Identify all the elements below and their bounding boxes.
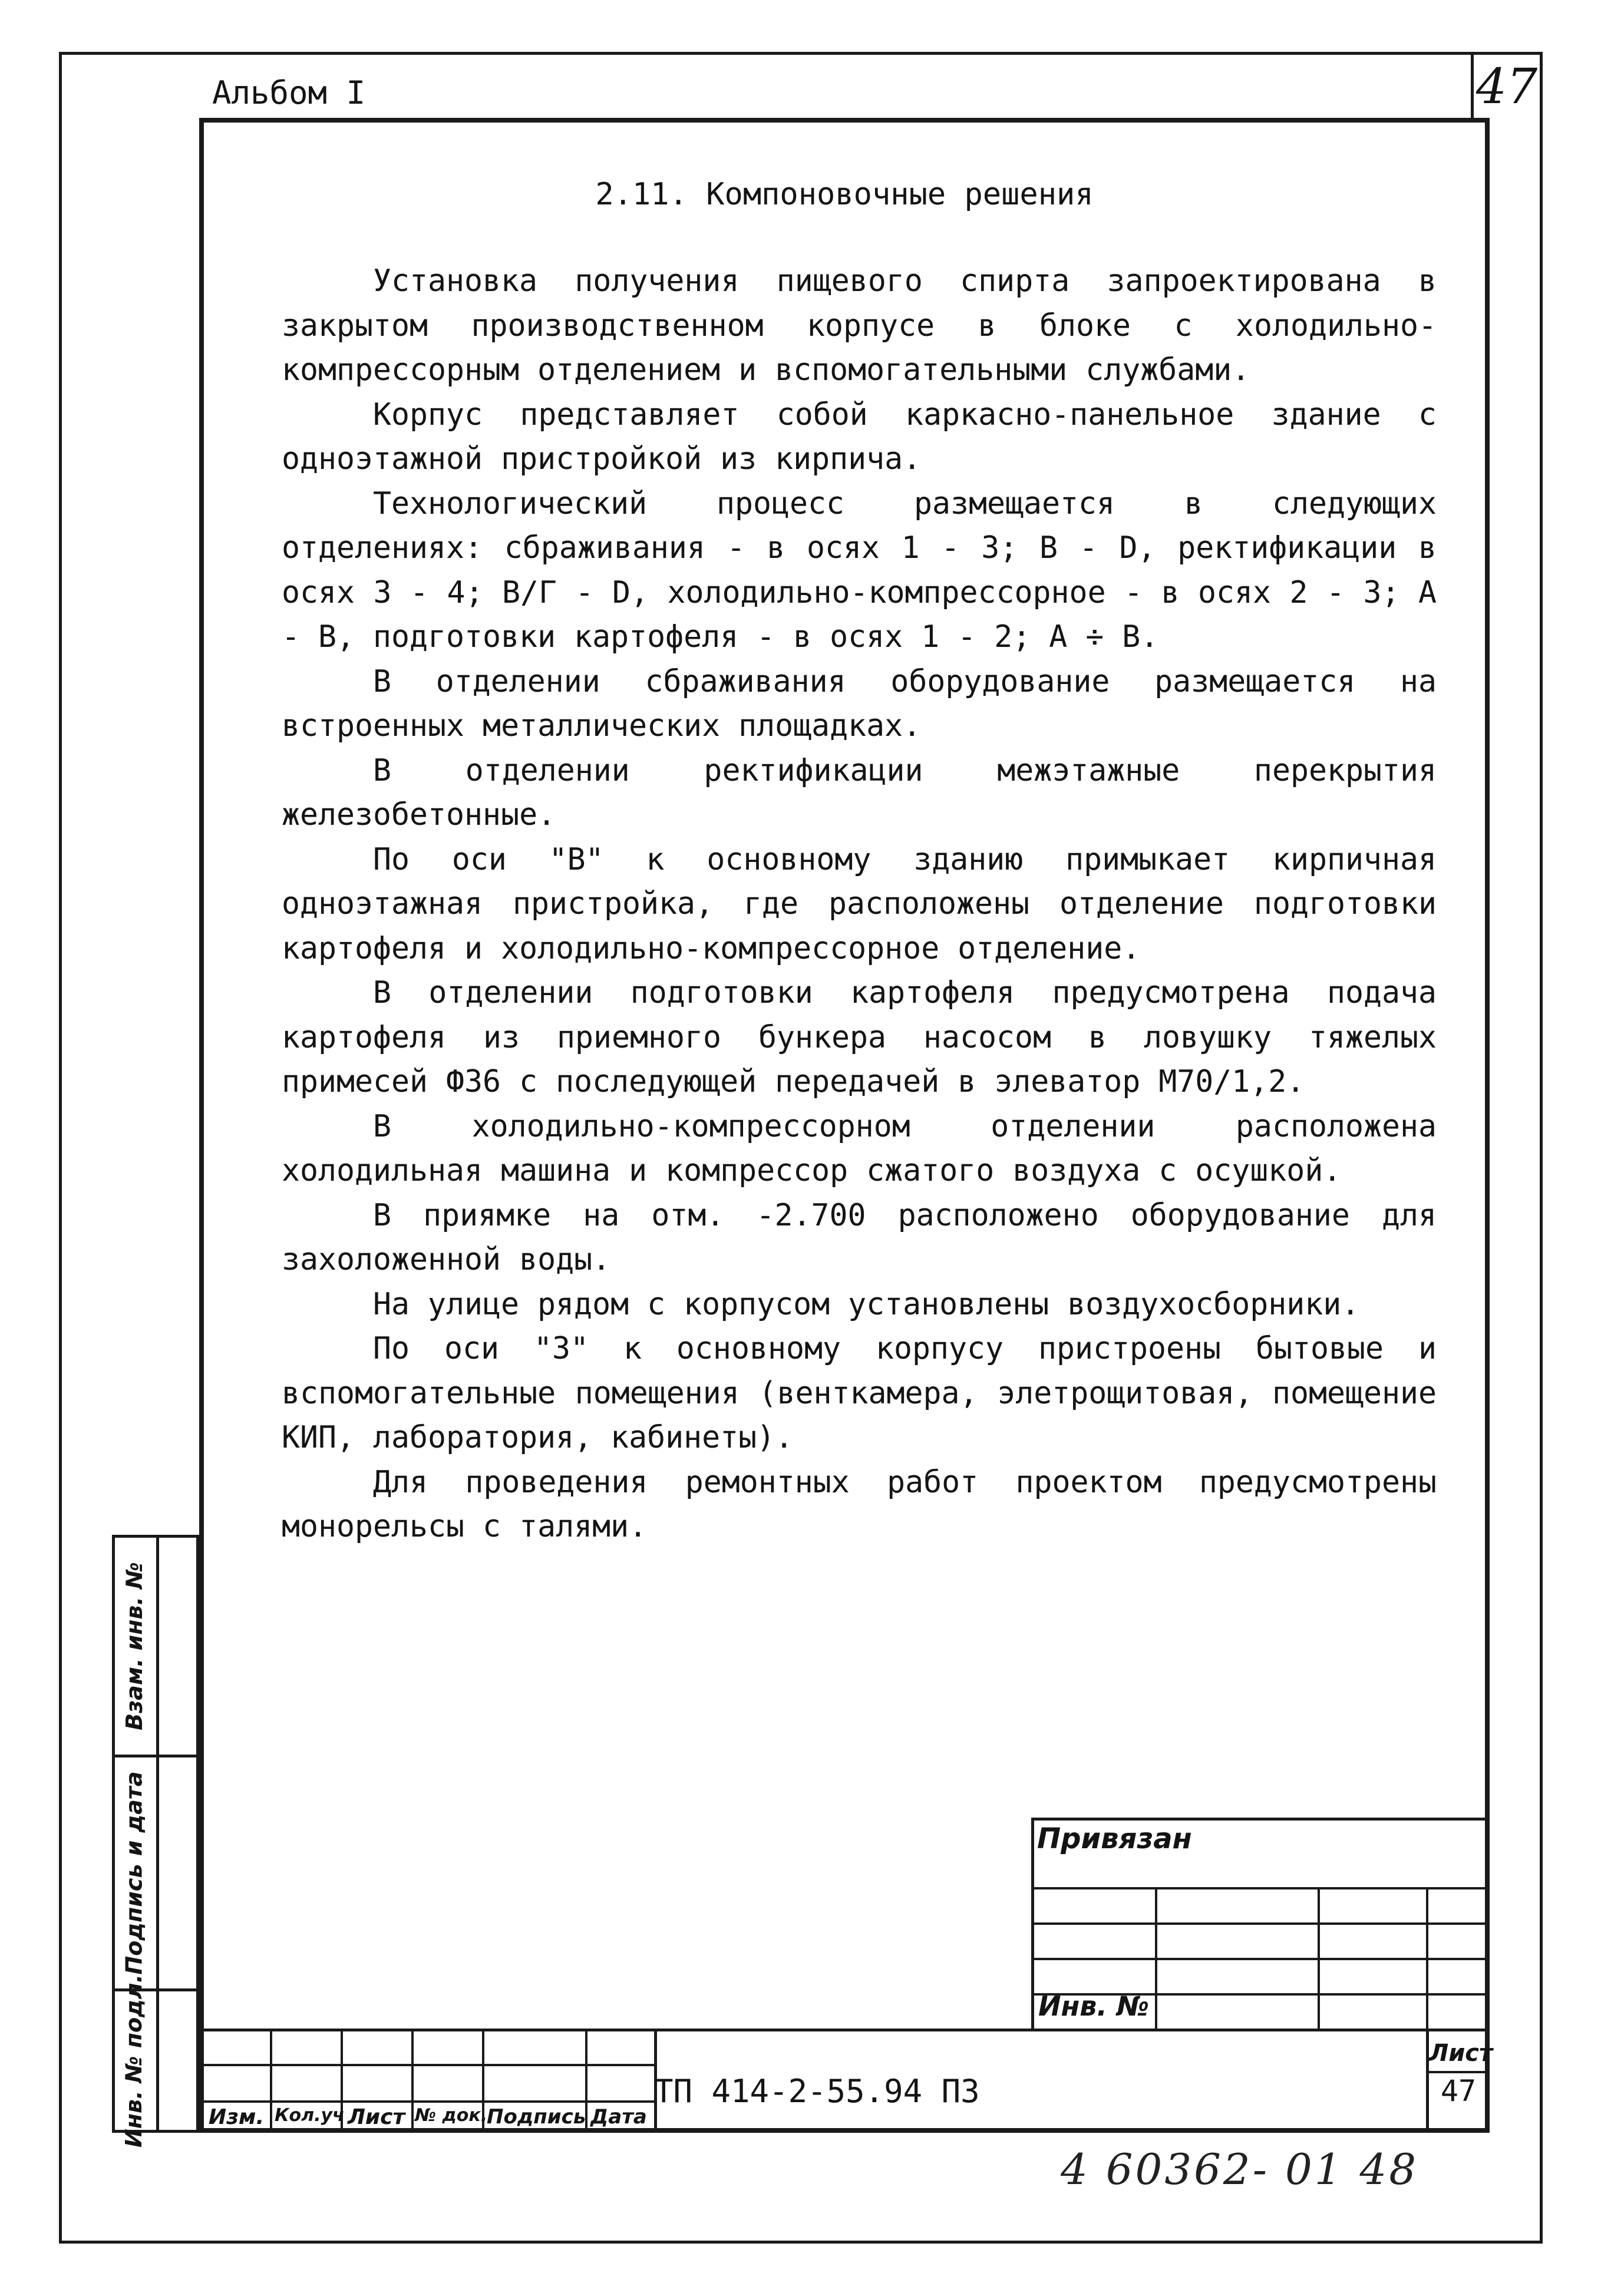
paragraph: Для проведения ремонтных работ проектом предусмотрены монорельсы с талями. bbox=[282, 1464, 1437, 1544]
privyazan-rule bbox=[1031, 1958, 1490, 1960]
paragraph: На улице рядом с корпусом установлены воздухосборники. bbox=[373, 1286, 1360, 1322]
section-title: 2.11. Компоновочные решения bbox=[595, 177, 1094, 212]
privyazan-label: Привязан bbox=[1037, 1822, 1192, 1855]
sheet-number: 47 bbox=[1440, 2074, 1477, 2108]
col-list: Лист bbox=[348, 2105, 405, 2129]
paragraph: В отделении подготовки картофеля предусмотрена подача картофеля из приемного бункера насосом в ловушку тяжелых примесей Ф36 с последующей передачей в элеватор М70/1,2. bbox=[282, 975, 1437, 1099]
handwritten-archive-number: 4 60362- 01 48 bbox=[1061, 2145, 1419, 2194]
paragraph: Технологический процесс размещается в следующих отделениях: сбраживания - в осях 1 - 3; В - D, ректификации в осях 3 - 4; В/Г - D, холодильно-компрессорное - в осях 2 - 3; А - В, подготовки картофеля - в осях 1 - 2; А ÷ В. bbox=[282, 485, 1437, 655]
paragraph: По оси "В" к основному зданию примыкает кирпичная одноэтажная пристройка, где расположены отделение подготовки картофеля и холодильно-компрессорное отделение. bbox=[282, 841, 1437, 966]
side-stamp-inv-orig: Инв. № подл. bbox=[121, 1974, 147, 2148]
col-koluch: Кол.уч bbox=[275, 2105, 345, 2126]
title-block-top-rule bbox=[199, 2029, 1490, 2031]
privyazan-col bbox=[1318, 1887, 1320, 2029]
paragraph: В отделении сбраживания оборудование размещается на встроенных металлических площадках. bbox=[282, 663, 1437, 744]
side-stamp-divider bbox=[156, 1535, 159, 2133]
body-text bbox=[282, 259, 1437, 1550]
side-stamp-vzam-inv: Взам. инв. № bbox=[121, 1562, 147, 1730]
paragraph: Установка получения пищевого спирта запроектирована в закрытом производственном корпусе в блоке с холодильно-компрессорным отделением и вспомогательными службами. bbox=[282, 263, 1437, 388]
document-code: ТП 414-2-55.94 ПЗ bbox=[654, 2073, 980, 2110]
side-stamp-sign-date: Подпись и дата bbox=[121, 1771, 147, 1975]
paragraph: В приямке на отм. -2.700 расположено оборудование для захоложенной воды. bbox=[282, 1197, 1437, 1277]
col-podpis: Подпись bbox=[487, 2105, 586, 2129]
privyazan-top-rule bbox=[1031, 1818, 1490, 1821]
page-number: 47 bbox=[1475, 59, 1538, 115]
paragraph: В отделении ректификации межэтажные перекрытия железобетонные. bbox=[282, 752, 1437, 832]
col-data: Дата bbox=[590, 2105, 647, 2129]
inventory-number-label: Инв. № bbox=[1038, 1990, 1150, 2022]
col-ndok: № док. bbox=[415, 2105, 488, 2126]
album-label: Альбом I bbox=[212, 74, 366, 111]
privyazan-col bbox=[1426, 1887, 1428, 2029]
sheet-label: Лист bbox=[1429, 2040, 1493, 2067]
privyazan-col bbox=[1155, 1887, 1157, 2029]
paragraph: В холодильно-компрессорном отделении расположена холодильная машина и компрессор сжатого воздуха с осушкой. bbox=[282, 1108, 1437, 1188]
paragraph: Корпус представляет собой каркасно-панельное здание с одноэтажной пристройкой из кирпича. bbox=[282, 397, 1437, 477]
sheet-cell-rule bbox=[1426, 2071, 1490, 2073]
privyazan-rule bbox=[1031, 1922, 1490, 1925]
col-izm: Изм. bbox=[209, 2105, 265, 2129]
title-block-col bbox=[270, 2029, 272, 2133]
privyazan-rule bbox=[1031, 1887, 1490, 1889]
title-block-col bbox=[411, 2029, 414, 2133]
paragraph: По оси "3" к основному корпусу пристроены бытовые и вспомогательные помещения (венткамера, элетрощитовая, помещение КИП, лаборатория, кабинеты). bbox=[282, 1331, 1437, 1455]
